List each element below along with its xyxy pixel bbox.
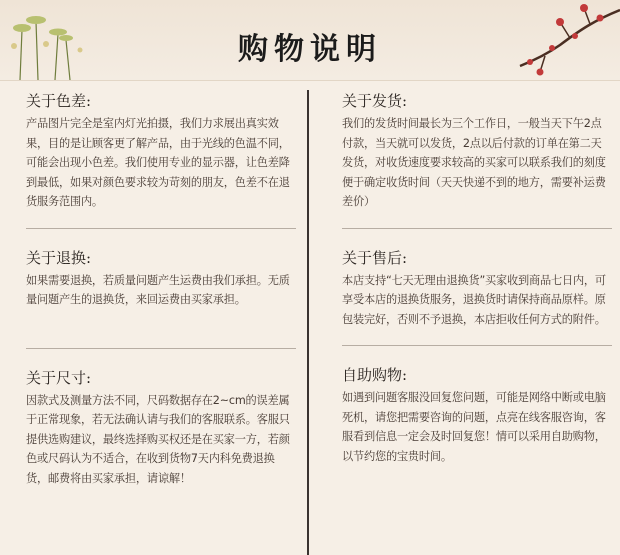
section-shipping [342,90,612,212]
shopping-instructions [0,80,620,555]
page-title: 购物说明 [238,32,382,67]
section-self-service [342,364,612,466]
section-heading: 关于色差: [26,92,92,110]
section-divider [26,348,296,349]
section-body: 如果需要退换，若质量问题产生运费由我们承担。无质量问题产生的退换货，来回运费由买家承担。 [26,273,290,306]
column-divider [307,90,309,555]
section-heading: 关于售后: [342,248,408,267]
section-sizing [26,367,296,489]
plum-blossom-icon [500,0,620,80]
section-color-difference [26,90,296,212]
right-column [342,90,612,466]
section-body: 本店支持“七天无理由退换货”买家收到商品七日内，可享受本店的退换货服务，退换货时请保持商品原样。原包装完好，否则不予退换，本店拒收任何方式的附件。 [342,273,606,326]
section-heading: 关于发货: [342,92,408,110]
section-heading: 自助购物: [342,366,408,384]
section-heading: 关于退换: [26,248,92,267]
section-body: 我们的发货时间最长为三个工作日，一般当天下午2点付款，当天就可以发货，2点以后付款的订单在第二天发货，对收货速度要求较高的买家可以联系我们的刻度便于确定收货时间（天天快递不到的地方，需要补运费差价） [342,117,606,208]
section-heading: 关于尺寸: [26,368,92,387]
section-body: 产品图片完全是室内灯光拍摄，我们力求展出真实效果，目的是让顾客更了解产品，由于光线的色温不同，可能会出现小色差。我们使用专业的显示器，让色差降到最低，如果对颜色要求较为苛刻的朋友，色差不在退货服务范围内。 [26,117,290,208]
header-banner [0,0,620,81]
section-after-sales [342,247,612,330]
section-returns [26,247,296,310]
section-divider [26,228,296,229]
section-divider [342,345,612,346]
section-divider [342,228,612,229]
section-body: 因款式及测量方法不同，尺码数据存在2~cm的误差属于正常现象，若无法确认请与我们的客服联系。客服只提供选购建议，最终选择购买权还是在买家一方，若颜色或尺码认为不适合，在收到货物7天内科免费退换货，邮费将由买家承担，请谅解！ [26,393,290,485]
section-body: 如遇到问题客服没回复您问题，可能是网络中断或电脑死机，请您把需要咨询的问题，点亮在线客服咨询，客服看到信息一定会及时回复您！情可以采用自助购物，以节约您的宝贵时间。 [342,391,606,463]
left-column [26,90,296,488]
